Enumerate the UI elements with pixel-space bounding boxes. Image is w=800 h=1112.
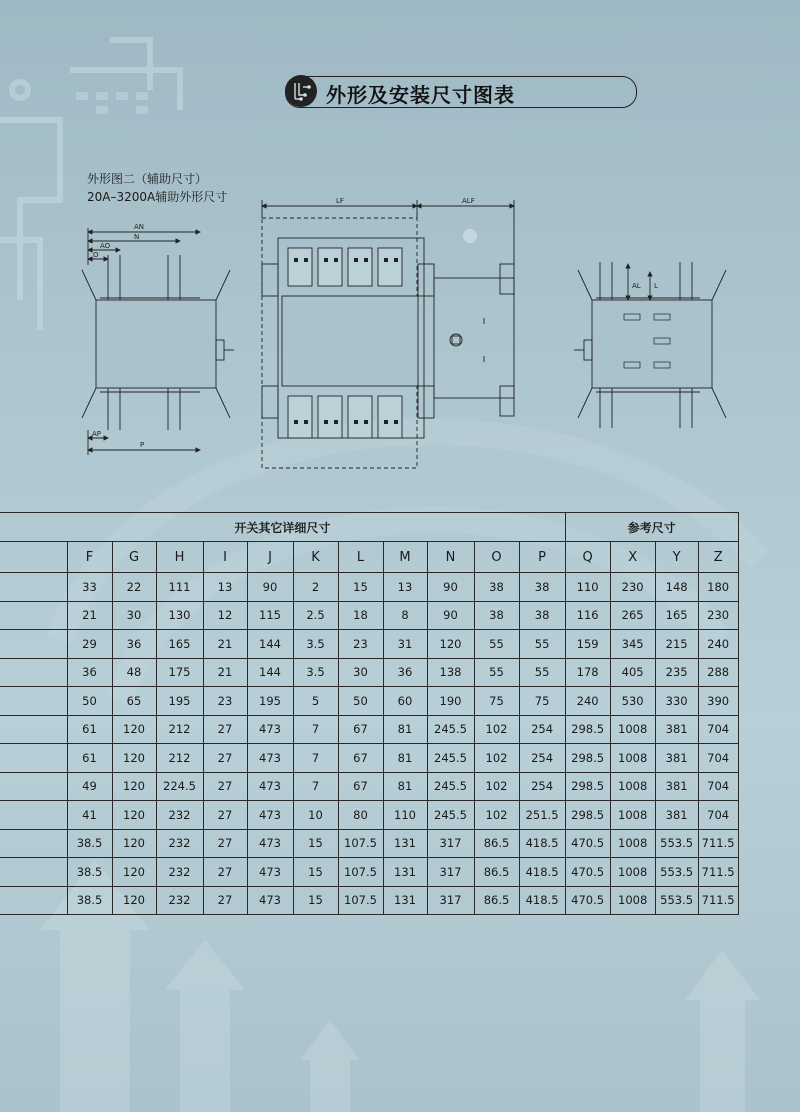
column-header-k: K bbox=[293, 542, 338, 573]
table-cell: 405 bbox=[610, 658, 655, 687]
table-cell: 110 bbox=[383, 801, 427, 830]
table-cell: 704 bbox=[698, 744, 738, 773]
table-cell: 49 bbox=[67, 772, 112, 801]
table-cell: 120 bbox=[112, 744, 156, 773]
table-cell: 36 bbox=[67, 658, 112, 687]
row-spacer bbox=[0, 573, 67, 602]
table-cell: 381 bbox=[655, 772, 698, 801]
table-cell: 165 bbox=[156, 630, 203, 659]
table-cell: 245.5 bbox=[427, 744, 474, 773]
dim-label-ap: AP bbox=[92, 430, 102, 438]
table-cell: 2.5 bbox=[293, 601, 338, 630]
table-cell: 81 bbox=[383, 744, 427, 773]
column-header-l: L bbox=[338, 542, 383, 573]
column-header-h: H bbox=[156, 542, 203, 573]
table-cell: 473 bbox=[247, 801, 293, 830]
table-cell: 159 bbox=[565, 630, 610, 659]
table-cell: 41 bbox=[67, 801, 112, 830]
table-cell: 298.5 bbox=[565, 801, 610, 830]
table-row bbox=[0, 858, 738, 887]
table-cell: 165 bbox=[655, 601, 698, 630]
table-cell: 470.5 bbox=[565, 858, 610, 887]
table-cell: 3.5 bbox=[293, 630, 338, 659]
table-row bbox=[0, 829, 738, 858]
table-cell: 230 bbox=[610, 573, 655, 602]
table-cell: 232 bbox=[156, 829, 203, 858]
dim-label-an: AN bbox=[134, 223, 145, 231]
table-cell: 232 bbox=[156, 886, 203, 915]
table-cell: 317 bbox=[427, 858, 474, 887]
column-header-o: O bbox=[474, 542, 519, 573]
table-cell: 33 bbox=[67, 573, 112, 602]
table-cell: 81 bbox=[383, 715, 427, 744]
table-row bbox=[0, 601, 738, 630]
table-column-header-row bbox=[0, 542, 738, 573]
row-spacer bbox=[0, 658, 67, 687]
table-cell: 55 bbox=[474, 658, 519, 687]
table-cell: 13 bbox=[383, 573, 427, 602]
table-cell: 1008 bbox=[610, 715, 655, 744]
table-group-header-row bbox=[0, 513, 738, 542]
column-header-j: J bbox=[247, 542, 293, 573]
dim-label-alf: ALF bbox=[462, 197, 475, 205]
table-cell: 148 bbox=[655, 573, 698, 602]
table-cell: 15 bbox=[293, 829, 338, 858]
row-spacer bbox=[0, 687, 67, 716]
table-row bbox=[0, 658, 738, 687]
table-cell: 67 bbox=[338, 744, 383, 773]
table-cell: 195 bbox=[156, 687, 203, 716]
table-cell: 470.5 bbox=[565, 886, 610, 915]
table-cell: 18 bbox=[338, 601, 383, 630]
table-cell: 115 bbox=[247, 601, 293, 630]
table-cell: 27 bbox=[203, 715, 247, 744]
table-row bbox=[0, 801, 738, 830]
table-cell: 240 bbox=[698, 630, 738, 659]
dim-label-o: O bbox=[93, 251, 99, 259]
table-cell: 470.5 bbox=[565, 829, 610, 858]
table-cell: 102 bbox=[474, 744, 519, 773]
table-row bbox=[0, 630, 738, 659]
table-cell: 390 bbox=[698, 687, 738, 716]
table-cell: 1008 bbox=[610, 772, 655, 801]
table-cell: 144 bbox=[247, 630, 293, 659]
table-cell: 102 bbox=[474, 715, 519, 744]
table-cell: 254 bbox=[519, 744, 565, 773]
column-header-z: Z bbox=[698, 542, 738, 573]
table-cell: 90 bbox=[427, 573, 474, 602]
table-cell: 110 bbox=[565, 573, 610, 602]
table-cell: 240 bbox=[565, 687, 610, 716]
table-cell: 553.5 bbox=[655, 829, 698, 858]
column-header-x: X bbox=[610, 542, 655, 573]
front-view bbox=[262, 200, 514, 468]
table-cell: 245.5 bbox=[427, 772, 474, 801]
table-cell: 254 bbox=[519, 772, 565, 801]
table-cell: 530 bbox=[610, 687, 655, 716]
table-cell: 36 bbox=[383, 658, 427, 687]
table-cell: 90 bbox=[247, 573, 293, 602]
table-cell: 175 bbox=[156, 658, 203, 687]
table-cell: 120 bbox=[112, 801, 156, 830]
side-view-right bbox=[574, 262, 726, 428]
dim-label-p: P bbox=[140, 441, 145, 449]
table-cell: 144 bbox=[247, 658, 293, 687]
table-cell: 120 bbox=[112, 858, 156, 887]
table-cell: 90 bbox=[427, 601, 474, 630]
table-cell: 15 bbox=[293, 886, 338, 915]
table-cell: 102 bbox=[474, 772, 519, 801]
table-cell: 381 bbox=[655, 744, 698, 773]
table-cell: 1008 bbox=[610, 886, 655, 915]
table-cell: 22 bbox=[112, 573, 156, 602]
table-cell: 418.5 bbox=[519, 886, 565, 915]
table-cell: 2 bbox=[293, 573, 338, 602]
table-cell: 1008 bbox=[610, 829, 655, 858]
table-cell: 27 bbox=[203, 801, 247, 830]
table-cell: 473 bbox=[247, 715, 293, 744]
table-cell: 230 bbox=[698, 601, 738, 630]
table-cell: 86.5 bbox=[474, 886, 519, 915]
table-cell: 317 bbox=[427, 829, 474, 858]
table-cell: 55 bbox=[519, 658, 565, 687]
table-cell: 120 bbox=[112, 715, 156, 744]
table-cell: 1008 bbox=[610, 744, 655, 773]
table-cell: 27 bbox=[203, 829, 247, 858]
table-cell: 36 bbox=[112, 630, 156, 659]
table-cell: 21 bbox=[203, 630, 247, 659]
row-spacer bbox=[0, 858, 67, 887]
table-cell: 418.5 bbox=[519, 858, 565, 887]
table-cell: 1008 bbox=[610, 801, 655, 830]
table-cell: 55 bbox=[519, 630, 565, 659]
table-cell: 553.5 bbox=[655, 858, 698, 887]
table-cell: 116 bbox=[565, 601, 610, 630]
table-cell: 232 bbox=[156, 801, 203, 830]
table-cell: 31 bbox=[383, 630, 427, 659]
table-cell: 50 bbox=[338, 687, 383, 716]
table-cell: 7 bbox=[293, 772, 338, 801]
table-body bbox=[0, 573, 738, 915]
column-header-i: I bbox=[203, 542, 247, 573]
table-cell: 704 bbox=[698, 772, 738, 801]
table-cell: 8 bbox=[383, 601, 427, 630]
table-cell: 38 bbox=[519, 573, 565, 602]
table-cell: 120 bbox=[427, 630, 474, 659]
table-cell: 235 bbox=[655, 658, 698, 687]
table-cell: 298.5 bbox=[565, 715, 610, 744]
table-cell: 27 bbox=[203, 886, 247, 915]
row-spacer bbox=[0, 772, 67, 801]
table-cell: 131 bbox=[383, 829, 427, 858]
table-cell: 15 bbox=[293, 858, 338, 887]
table-cell: 50 bbox=[67, 687, 112, 716]
row-spacer bbox=[0, 744, 67, 773]
table-cell: 245.5 bbox=[427, 801, 474, 830]
table-cell: 254 bbox=[519, 715, 565, 744]
table-cell: 711.5 bbox=[698, 829, 738, 858]
table-cell: 38 bbox=[519, 601, 565, 630]
table-cell: 12 bbox=[203, 601, 247, 630]
table-cell: 317 bbox=[427, 886, 474, 915]
table-cell: 120 bbox=[112, 772, 156, 801]
dimension-table bbox=[0, 512, 739, 915]
table-cell: 381 bbox=[655, 715, 698, 744]
table-cell: 65 bbox=[112, 687, 156, 716]
table-cell: 345 bbox=[610, 630, 655, 659]
row-spacer bbox=[0, 715, 67, 744]
column-header-y: Y bbox=[655, 542, 698, 573]
table-cell: 180 bbox=[698, 573, 738, 602]
dim-label-ao: AO bbox=[100, 242, 111, 250]
table-cell: 86.5 bbox=[474, 829, 519, 858]
table-row bbox=[0, 715, 738, 744]
table-cell: 10 bbox=[293, 801, 338, 830]
table-cell: 38.5 bbox=[67, 858, 112, 887]
table-cell: 131 bbox=[383, 886, 427, 915]
row-spacer bbox=[0, 801, 67, 830]
column-header-g: G bbox=[112, 542, 156, 573]
table-cell: 473 bbox=[247, 886, 293, 915]
table-cell: 67 bbox=[338, 715, 383, 744]
table-cell: 138 bbox=[427, 658, 474, 687]
table-cell: 13 bbox=[203, 573, 247, 602]
outline-drawings bbox=[0, 0, 800, 500]
table-cell: 75 bbox=[474, 687, 519, 716]
table-cell: 298.5 bbox=[565, 744, 610, 773]
table-cell: 288 bbox=[698, 658, 738, 687]
table-cell: 704 bbox=[698, 801, 738, 830]
table-row bbox=[0, 772, 738, 801]
table-row bbox=[0, 573, 738, 602]
column-header-m: M bbox=[383, 542, 427, 573]
table-cell: 81 bbox=[383, 772, 427, 801]
table-cell: 60 bbox=[383, 687, 427, 716]
table-cell: 232 bbox=[156, 858, 203, 887]
table-cell: 251.5 bbox=[519, 801, 565, 830]
table-cell: 29 bbox=[67, 630, 112, 659]
table-cell: 3.5 bbox=[293, 658, 338, 687]
column-header-f: F bbox=[67, 542, 112, 573]
row-spacer bbox=[0, 630, 67, 659]
table-cell: 15 bbox=[338, 573, 383, 602]
table-cell: 265 bbox=[610, 601, 655, 630]
table-cell: 7 bbox=[293, 744, 338, 773]
table-cell: 224.5 bbox=[156, 772, 203, 801]
table-cell: 55 bbox=[474, 630, 519, 659]
table-cell: 21 bbox=[67, 601, 112, 630]
table-cell: 190 bbox=[427, 687, 474, 716]
table-cell: 27 bbox=[203, 744, 247, 773]
table-cell: 38.5 bbox=[67, 886, 112, 915]
dim-label-lf: LF bbox=[336, 197, 344, 205]
table-cell: 21 bbox=[203, 658, 247, 687]
table-cell: 38 bbox=[474, 573, 519, 602]
table-cell: 67 bbox=[338, 772, 383, 801]
table-cell: 75 bbox=[519, 687, 565, 716]
dim-label-l: L bbox=[654, 282, 658, 290]
group-header-main: 开关其它详细尺寸 bbox=[0, 513, 565, 542]
table-cell: 120 bbox=[112, 886, 156, 915]
table-cell: 23 bbox=[203, 687, 247, 716]
table-cell: 38 bbox=[474, 601, 519, 630]
column-header-p: P bbox=[519, 542, 565, 573]
table-cell: 711.5 bbox=[698, 886, 738, 915]
table-cell: 38.5 bbox=[67, 829, 112, 858]
row-spacer bbox=[0, 601, 67, 630]
group-header-ref: 参考尺寸 bbox=[565, 513, 738, 542]
table-cell: 5 bbox=[293, 687, 338, 716]
table-row bbox=[0, 687, 738, 716]
table-row bbox=[0, 886, 738, 915]
figure-caption-title: 外形图二（辅助尺寸） bbox=[87, 172, 208, 186]
header-spacer bbox=[0, 542, 67, 573]
row-spacer bbox=[0, 829, 67, 858]
column-header-q: Q bbox=[565, 542, 610, 573]
table-cell: 111 bbox=[156, 573, 203, 602]
row-spacer bbox=[0, 886, 67, 915]
dim-label-al: AL bbox=[632, 282, 641, 290]
table-cell: 704 bbox=[698, 715, 738, 744]
table-cell: 86.5 bbox=[474, 858, 519, 887]
table-cell: 131 bbox=[383, 858, 427, 887]
table-cell: 473 bbox=[247, 829, 293, 858]
table-cell: 215 bbox=[655, 630, 698, 659]
table-cell: 48 bbox=[112, 658, 156, 687]
table-cell: 7 bbox=[293, 715, 338, 744]
table-cell: 245.5 bbox=[427, 715, 474, 744]
figure-caption-subtitle: 20A–3200A辅助外形尺寸 bbox=[87, 190, 228, 204]
side-view-left bbox=[82, 228, 234, 455]
table-cell: 27 bbox=[203, 772, 247, 801]
table-cell: 330 bbox=[655, 687, 698, 716]
table-cell: 711.5 bbox=[698, 858, 738, 887]
table-cell: 30 bbox=[338, 658, 383, 687]
table-cell: 473 bbox=[247, 772, 293, 801]
table-cell: 30 bbox=[112, 601, 156, 630]
table-cell: 130 bbox=[156, 601, 203, 630]
table-cell: 107.5 bbox=[338, 829, 383, 858]
page-title: 外形及安装尺寸图表 bbox=[326, 83, 515, 107]
table-cell: 381 bbox=[655, 801, 698, 830]
table-cell: 120 bbox=[112, 829, 156, 858]
table-cell: 107.5 bbox=[338, 858, 383, 887]
table-cell: 473 bbox=[247, 858, 293, 887]
table-cell: 107.5 bbox=[338, 886, 383, 915]
table-cell: 61 bbox=[67, 715, 112, 744]
table-cell: 553.5 bbox=[655, 886, 698, 915]
table-cell: 195 bbox=[247, 687, 293, 716]
table-cell: 212 bbox=[156, 715, 203, 744]
table-cell: 61 bbox=[67, 744, 112, 773]
table-cell: 23 bbox=[338, 630, 383, 659]
table-cell: 473 bbox=[247, 744, 293, 773]
table-cell: 418.5 bbox=[519, 829, 565, 858]
table-cell: 212 bbox=[156, 744, 203, 773]
table-cell: 298.5 bbox=[565, 772, 610, 801]
table-cell: 102 bbox=[474, 801, 519, 830]
column-header-n: N bbox=[427, 542, 474, 573]
table-cell: 80 bbox=[338, 801, 383, 830]
table-cell: 178 bbox=[565, 658, 610, 687]
table-cell: 27 bbox=[203, 858, 247, 887]
table-cell: 1008 bbox=[610, 858, 655, 887]
table-row bbox=[0, 744, 738, 773]
dim-label-n: N bbox=[134, 233, 140, 241]
